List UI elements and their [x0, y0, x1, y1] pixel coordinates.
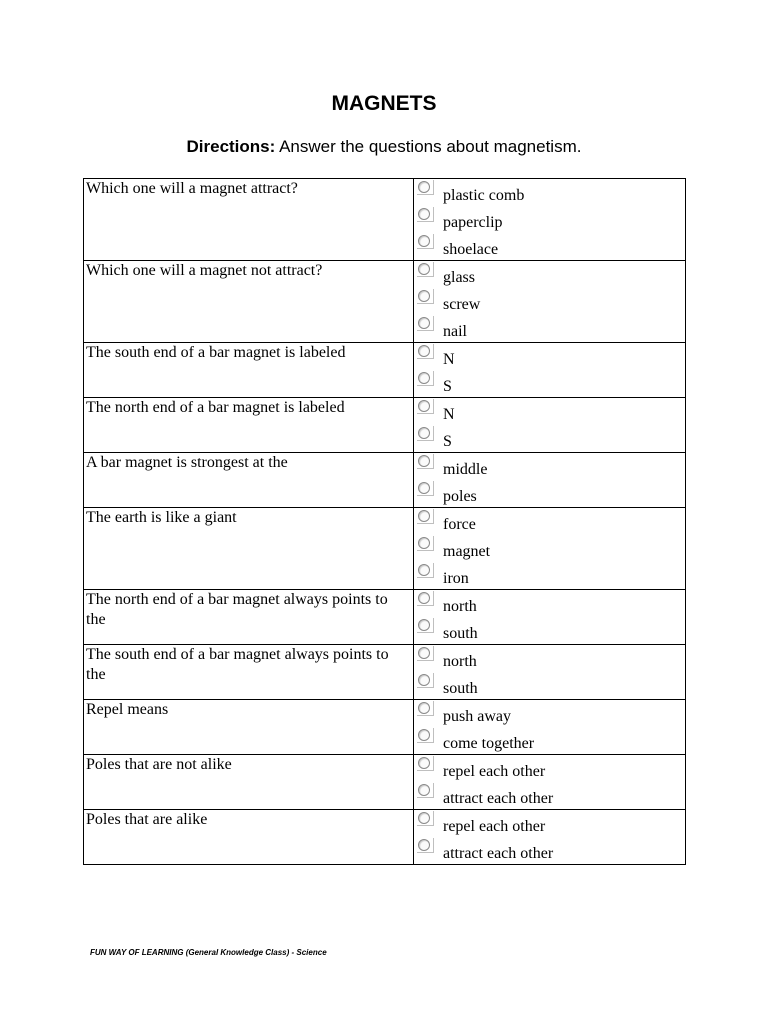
answer-option-label: N — [443, 406, 455, 423]
radio-button-icon[interactable] — [417, 399, 434, 414]
radio-button-icon[interactable] — [417, 262, 434, 277]
answer-option-label: south — [443, 680, 478, 697]
radio-button-icon[interactable] — [417, 783, 434, 798]
answer-option-label: S — [443, 433, 452, 450]
radio-button-icon[interactable] — [417, 673, 434, 688]
radio-button-icon[interactable] — [417, 289, 434, 304]
directions-text: Answer the questions about magnetism. — [275, 137, 582, 156]
answer-option[interactable] — [414, 425, 685, 452]
answer-option-label: nail — [443, 323, 467, 340]
answer-option-label: magnet — [443, 543, 491, 560]
footer: FUN WAY OF LEARNING (General Knowledge Class) - Science — [90, 948, 327, 957]
answer-option[interactable] — [414, 672, 685, 699]
question-row — [84, 179, 686, 261]
answer-option-label: glass — [443, 269, 475, 286]
radio-button-icon[interactable] — [417, 234, 434, 249]
answer-option[interactable] — [414, 837, 685, 864]
answer-option[interactable] — [414, 590, 685, 617]
radio-button-icon[interactable] — [417, 756, 434, 771]
radio-button-icon[interactable] — [417, 454, 434, 469]
question-text: The south end of a bar magnet always points to the — [84, 645, 414, 700]
question-row — [84, 755, 686, 810]
question-text: The north end of a bar magnet is labeled — [84, 398, 414, 453]
question-text: A bar magnet is strongest at the — [84, 453, 414, 508]
question-text: Which one will a magnet not attract? — [84, 261, 414, 343]
question-text: Poles that are not alike — [84, 755, 414, 810]
answer-option[interactable] — [414, 755, 685, 782]
radio-button-icon[interactable] — [417, 701, 434, 716]
question-row — [84, 508, 686, 590]
radio-button-icon[interactable] — [417, 316, 434, 331]
question-text: The north end of a bar magnet always points to the — [84, 590, 414, 645]
answer-option[interactable] — [414, 453, 685, 480]
radio-button-icon[interactable] — [417, 481, 434, 496]
answer-option[interactable] — [414, 617, 685, 644]
radio-button-icon[interactable] — [417, 180, 434, 195]
radio-button-icon[interactable] — [417, 371, 434, 386]
answer-options — [414, 590, 686, 645]
answer-options — [414, 508, 686, 590]
answer-option[interactable] — [414, 206, 685, 233]
answer-option[interactable] — [414, 343, 685, 370]
question-text: The earth is like a giant — [84, 508, 414, 590]
answer-option[interactable] — [414, 782, 685, 809]
question-row — [84, 700, 686, 755]
answer-option-label: N — [443, 351, 455, 368]
radio-button-icon[interactable] — [417, 591, 434, 606]
radio-button-icon[interactable] — [417, 509, 434, 524]
radio-button-icon[interactable] — [417, 344, 434, 359]
page-title: MAGNETS — [331, 92, 437, 115]
answer-option[interactable] — [414, 288, 685, 315]
answer-options — [414, 261, 686, 343]
answer-option[interactable] — [414, 315, 685, 342]
question-text: Repel means — [84, 700, 414, 755]
answer-option-label: south — [443, 625, 478, 642]
answer-option[interactable] — [414, 233, 685, 260]
answer-options — [414, 398, 686, 453]
radio-button-icon[interactable] — [417, 618, 434, 633]
radio-button-icon[interactable] — [417, 426, 434, 441]
answer-options — [414, 343, 686, 398]
answer-option[interactable] — [414, 562, 685, 589]
question-row — [84, 343, 686, 398]
answer-option[interactable] — [414, 535, 685, 562]
answer-option-label: come together — [443, 735, 535, 752]
question-text: The south end of a bar magnet is labeled — [84, 343, 414, 398]
radio-button-icon[interactable] — [417, 811, 434, 826]
answer-options — [414, 755, 686, 810]
question-row — [84, 590, 686, 645]
answer-option-label: north — [443, 653, 477, 670]
answer-option-label: push away — [443, 708, 511, 725]
answer-option-label: iron — [443, 570, 469, 587]
answer-option-label: middle — [443, 461, 488, 478]
question-row — [84, 398, 686, 453]
answer-option-label: attract each other — [443, 845, 554, 862]
answer-option[interactable] — [414, 261, 685, 288]
question-row — [84, 261, 686, 343]
radio-button-icon[interactable] — [417, 207, 434, 222]
radio-button-icon[interactable] — [417, 646, 434, 661]
answer-option-label: plastic comb — [443, 187, 525, 204]
answer-option-label: repel each other — [443, 818, 546, 835]
directions-label: Directions: — [186, 137, 276, 156]
answer-option[interactable] — [414, 480, 685, 507]
answer-option-label: north — [443, 598, 477, 615]
question-row — [84, 645, 686, 700]
question-row — [84, 810, 686, 865]
answer-option[interactable] — [414, 508, 685, 535]
radio-button-icon[interactable] — [417, 563, 434, 578]
answer-options — [414, 700, 686, 755]
answer-option[interactable] — [414, 810, 685, 837]
answer-option-label: force — [443, 516, 476, 533]
answer-option[interactable] — [414, 645, 685, 672]
radio-button-icon[interactable] — [417, 838, 434, 853]
answer-option-label: poles — [443, 488, 477, 505]
answer-option[interactable] — [414, 727, 685, 754]
question-text: Which one will a magnet attract? — [84, 179, 414, 261]
answer-option[interactable] — [414, 398, 685, 425]
question-text: Poles that are alike — [84, 810, 414, 865]
answer-options — [414, 179, 686, 261]
radio-button-icon[interactable] — [417, 536, 434, 551]
answer-option[interactable] — [414, 700, 685, 727]
answer-option[interactable] — [414, 370, 685, 397]
answer-option-label: shoelace — [443, 241, 499, 258]
answer-option[interactable] — [414, 179, 685, 206]
answer-option-label: paperclip — [443, 214, 503, 231]
quiz-table — [83, 178, 686, 865]
answer-option-label: screw — [443, 296, 481, 313]
radio-button-icon[interactable] — [417, 728, 434, 743]
answer-option-label: S — [443, 378, 452, 395]
question-row — [84, 453, 686, 508]
answer-options — [414, 810, 686, 865]
directions — [0, 137, 768, 157]
answer-options — [414, 453, 686, 508]
answer-options — [414, 645, 686, 700]
answer-option-label: repel each other — [443, 763, 546, 780]
answer-option-label: attract each other — [443, 790, 554, 807]
